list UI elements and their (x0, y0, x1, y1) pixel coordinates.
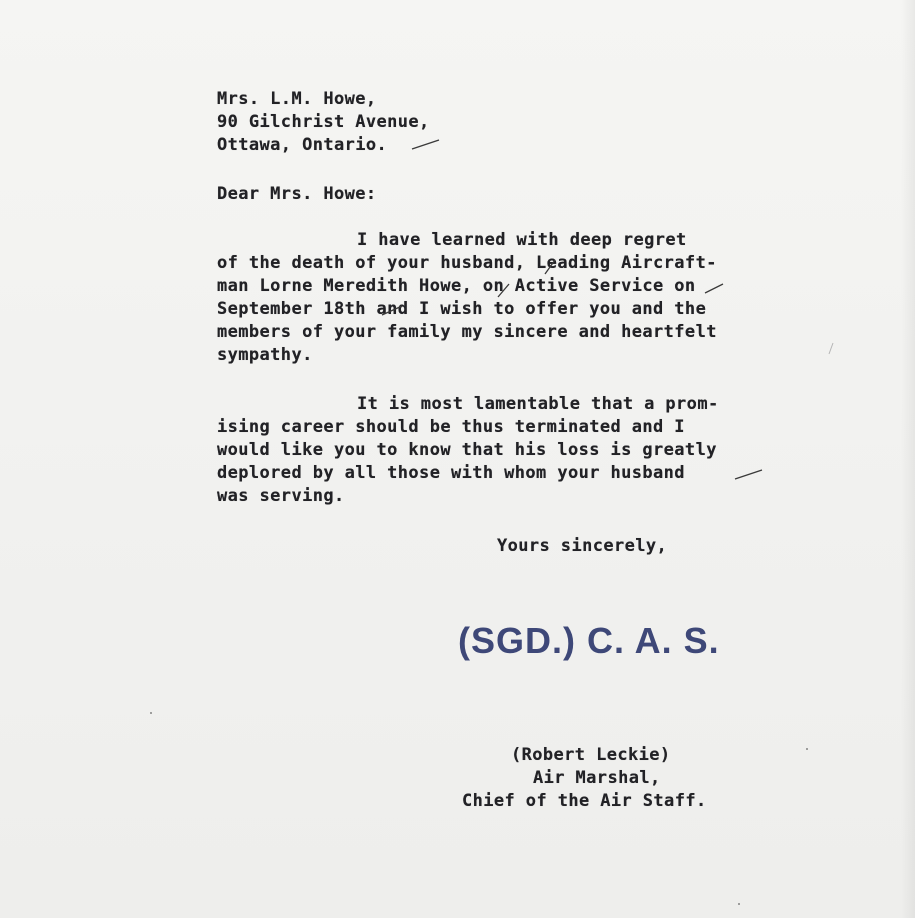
paragraph2-line: ising career should be thus terminated and I (217, 417, 685, 437)
paragraph2-line: deplored by all those with whom your husband (217, 463, 685, 483)
paragraph2-line: was serving. (217, 486, 345, 506)
signature-stamp: (SGD.) C. A. S. (458, 620, 720, 661)
salutation: Dear Mrs. Howe: (217, 184, 377, 204)
paper-speck (806, 748, 808, 750)
paragraph1-line: of the death of your husband, Leading Aircraft- (217, 253, 717, 273)
paragraph2-line: would like you to know that his loss is greatly (217, 440, 717, 460)
closing: Yours sincerely, (497, 536, 668, 556)
paper-speck (738, 903, 740, 905)
paragraph1-line: I have learned with deep regret (357, 230, 687, 250)
pencil-mark (703, 280, 725, 296)
pencil-mark (380, 302, 404, 318)
pencil-mark (734, 466, 764, 482)
paragraph1-line: members of your family my sincere and heartfelt (217, 322, 717, 342)
paragraph1-line: September 18th and I wish to offer you and the (217, 299, 707, 319)
recipient-street: 90 Gilchrist Avenue, (217, 112, 430, 132)
pencil-comma-mark (541, 256, 559, 276)
paragraph1-line: man Lorne Meredith Howe, on Active Service on (217, 276, 696, 296)
page-edge-shadow (901, 0, 915, 918)
signatory-title: Chief of the Air Staff. (462, 791, 707, 811)
paragraph1-line: sympathy. (217, 345, 313, 365)
recipient-city: Ottawa, Ontario. (217, 135, 388, 155)
paragraph2-line: It is most lamentable that a prom- (357, 394, 719, 414)
recipient-name: Mrs. L.M. Howe, (217, 89, 377, 109)
pencil-comma-mark (494, 279, 512, 299)
pencil-mark (411, 136, 441, 152)
signatory-name: (Robert Leckie) (511, 745, 671, 765)
pencil-mark (826, 342, 836, 356)
paper-speck (150, 712, 152, 714)
signatory-rank: Air Marshal, (533, 768, 661, 788)
